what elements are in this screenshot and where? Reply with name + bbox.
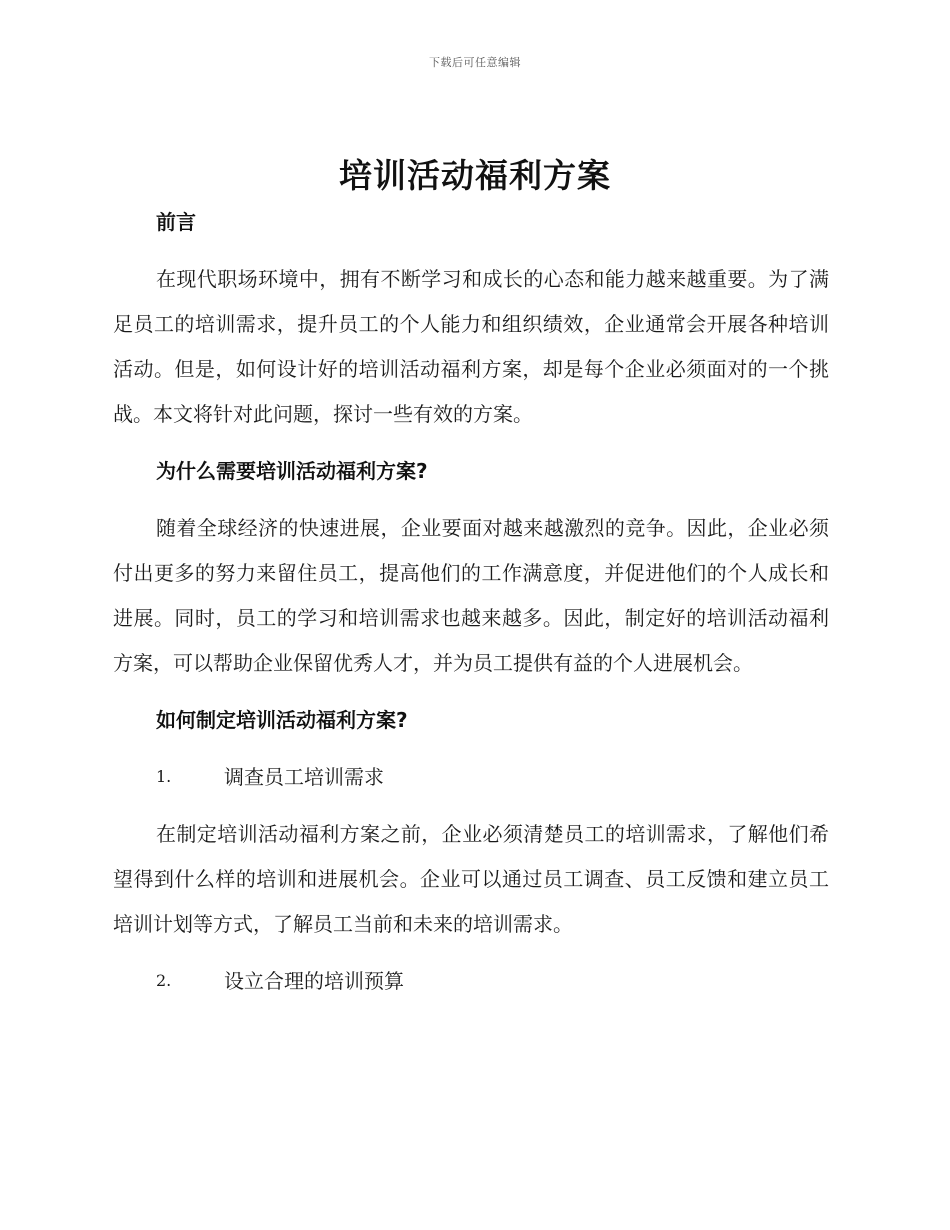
section-heading-preface: 前言 xyxy=(156,210,196,234)
section-paragraph-preface: 在现代职场环境中，拥有不断学习和成长的心态和能力越来越重要。为了满足员工的培训需求，提升员工的个人能力和组织绩效，企业通常会开展各种培训活动。但是，如何设计好的培训活动福利方案，却是每个企业必须面对的一个挑战。本文将针对此问题，探讨一些有效的方案。 xyxy=(113,267,829,426)
list-item-1-paragraph: 在制定培训活动福利方案之前，企业必须清楚员工的培训需求，了解他们希望得到什么样的培训和进展机会。企业可以通过员工调查、员工反馈和建立员工培训计划等方式，了解员工当前和未来的培训需求。 xyxy=(113,822,829,936)
page-header-note: 下载后可任意编辑 xyxy=(429,56,521,69)
list-item-2 xyxy=(113,959,829,1003)
document-body xyxy=(113,200,829,1003)
section-paragraph-why: 随着全球经济的快速进展，企业要面对越来越激烈的竞争。因此，企业必须付出更多的努力来留住员工，提高他们的工作满意度，并促进他们的个人成长和进展。同时，员工的学习和培训需求也越来越多。因此，制定好的培训活动福利方案，可以帮助企业保留优秀人才，并为员工提供有益的个人进展机会。 xyxy=(113,516,829,675)
list-item-1 xyxy=(113,755,829,799)
section-heading-how: 如何制定培训活动福利方案? xyxy=(156,708,408,732)
list-label: 调查员工培训需求 xyxy=(224,765,384,789)
section-heading-why: 为什么需要培训活动福利方案? xyxy=(156,459,428,483)
document-title: 培训活动福利方案 xyxy=(339,156,611,195)
list-number: 1. xyxy=(156,767,172,786)
list-number: 2. xyxy=(156,971,172,990)
list-label: 设立合理的培训预算 xyxy=(224,969,404,993)
